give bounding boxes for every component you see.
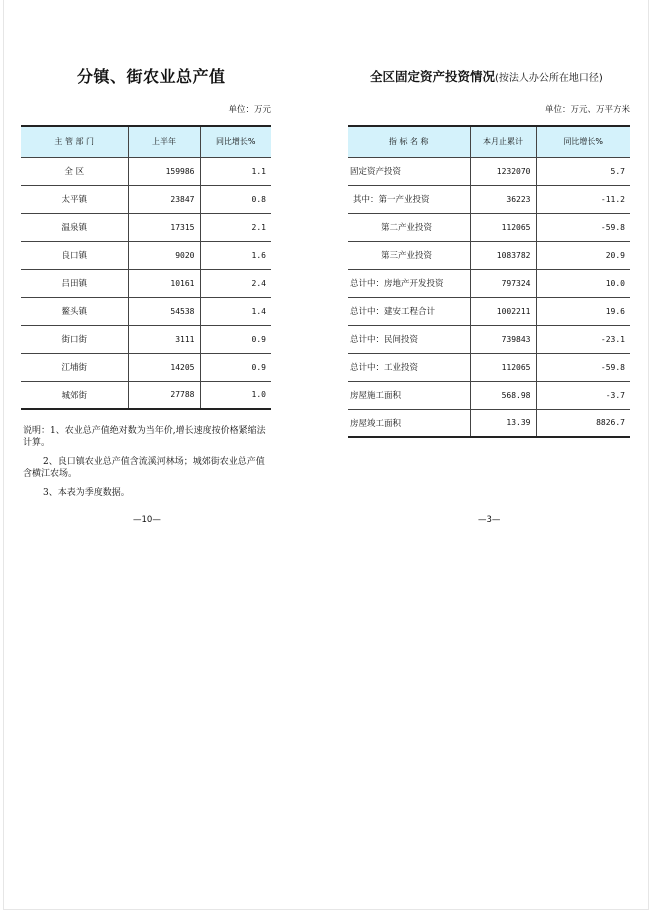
row-value: 23847	[128, 185, 200, 213]
agri-output-table	[21, 125, 271, 410]
row-name: 其中：第一产业投资	[348, 185, 470, 213]
table-row	[348, 297, 630, 325]
row-growth: 8826.7	[536, 409, 630, 437]
table-row	[348, 353, 630, 381]
row-name: 房屋施工面积	[348, 381, 470, 409]
row-name: 全 区	[21, 157, 128, 185]
table-row	[21, 381, 271, 409]
row-name: 街口街	[21, 325, 128, 353]
table-header-row	[348, 126, 630, 157]
table-row	[348, 213, 630, 241]
left-notes	[23, 426, 273, 508]
row-value: 568.98	[470, 381, 536, 409]
table-row	[348, 269, 630, 297]
row-name: 鳌头镇	[21, 297, 128, 325]
note-2: 2、良口镇农业总产值含流溪河林场；城郊街农业总产值含横江农场。	[23, 457, 265, 479]
table-row	[348, 409, 630, 437]
header-growth: 同比增长%	[536, 126, 630, 157]
header-indicator: 指 标 名 称	[348, 126, 470, 157]
table-row	[21, 213, 271, 241]
row-value: 739843	[470, 325, 536, 353]
row-growth: 1.4	[200, 297, 271, 325]
row-growth: 1.1	[200, 157, 271, 185]
row-name: 总计中：房地产开发投资	[348, 269, 470, 297]
row-value: 36223	[470, 185, 536, 213]
table-row	[21, 297, 271, 325]
table-row	[21, 241, 271, 269]
row-growth: 10.0	[536, 269, 630, 297]
row-growth: 2.1	[200, 213, 271, 241]
row-name: 温泉镇	[21, 213, 128, 241]
header-department: 主 管 部 门	[21, 126, 128, 157]
fixed-asset-table	[348, 125, 630, 438]
right-title-main: 全区固定资产投资情况	[370, 69, 496, 84]
row-growth: -3.7	[536, 381, 630, 409]
row-name: 江埔街	[21, 353, 128, 381]
table-row	[348, 381, 630, 409]
row-value: 1232070	[470, 157, 536, 185]
row-growth: 1.0	[200, 381, 271, 409]
header-growth: 同比增长%	[200, 126, 271, 157]
row-growth: 19.6	[536, 297, 630, 325]
right-title	[370, 67, 603, 85]
row-value: 27788	[128, 381, 200, 409]
row-value: 159986	[128, 157, 200, 185]
table-header-row	[21, 126, 271, 157]
table-row	[348, 185, 630, 213]
row-value: 112065	[470, 213, 536, 241]
row-name: 总计中：建安工程合计	[348, 297, 470, 325]
table-row	[21, 157, 271, 185]
row-growth: -59.8	[536, 353, 630, 381]
right-page-number: —3—	[478, 515, 501, 525]
row-name: 第二产业投资	[348, 213, 470, 241]
row-name: 太平镇	[21, 185, 128, 213]
header-cumulative: 本月止累计	[470, 126, 536, 157]
table-row	[21, 353, 271, 381]
row-value: 13.39	[470, 409, 536, 437]
left-title: 分镇、街农业总产值	[77, 67, 226, 86]
row-growth: -59.8	[536, 213, 630, 241]
row-value: 112065	[470, 353, 536, 381]
row-name: 良口镇	[21, 241, 128, 269]
row-name: 第三产业投资	[348, 241, 470, 269]
right-unit-label: 单位：万元、万平方米	[544, 105, 630, 115]
row-growth: 2.4	[200, 269, 271, 297]
table-row	[21, 325, 271, 353]
row-name: 城郊街	[21, 381, 128, 409]
row-growth: 20.9	[536, 241, 630, 269]
left-page-number: —10—	[133, 515, 161, 525]
table-row	[348, 325, 630, 353]
row-growth: 0.9	[200, 325, 271, 353]
row-value: 14205	[128, 353, 200, 381]
row-value: 3111	[128, 325, 200, 353]
row-growth: 1.6	[200, 241, 271, 269]
row-name: 总计中：民间投资	[348, 325, 470, 353]
row-value: 1083782	[470, 241, 536, 269]
left-unit-label: 单位：万元	[228, 105, 271, 115]
fixed-asset-table-body	[348, 157, 630, 437]
row-growth: 5.7	[536, 157, 630, 185]
note-3: 3、本表为季度数据。	[43, 488, 130, 498]
table-row	[21, 185, 271, 213]
row-value: 10161	[128, 269, 200, 297]
row-value: 17315	[128, 213, 200, 241]
row-growth: 0.8	[200, 185, 271, 213]
right-title-sub: (按法人办公所在地口径)	[495, 73, 603, 84]
row-name: 房屋竣工面积	[348, 409, 470, 437]
table-row	[348, 241, 630, 269]
row-value: 1002211	[470, 297, 536, 325]
row-value: 54538	[128, 297, 200, 325]
row-value: 9020	[128, 241, 200, 269]
row-growth: -23.1	[536, 325, 630, 353]
row-name: 总计中：工业投资	[348, 353, 470, 381]
row-name: 固定资产投资	[348, 157, 470, 185]
table-row	[348, 157, 630, 185]
row-value: 797324	[470, 269, 536, 297]
row-name: 吕田镇	[21, 269, 128, 297]
row-growth: -11.2	[536, 185, 630, 213]
header-half-year: 上半年	[128, 126, 200, 157]
note-1: 说明：1、农业总产值绝对数为当年价,增长速度按价格紧缩法计算。	[23, 426, 266, 448]
table-row	[21, 269, 271, 297]
agri-table-body	[21, 157, 271, 409]
row-growth: 0.9	[200, 353, 271, 381]
